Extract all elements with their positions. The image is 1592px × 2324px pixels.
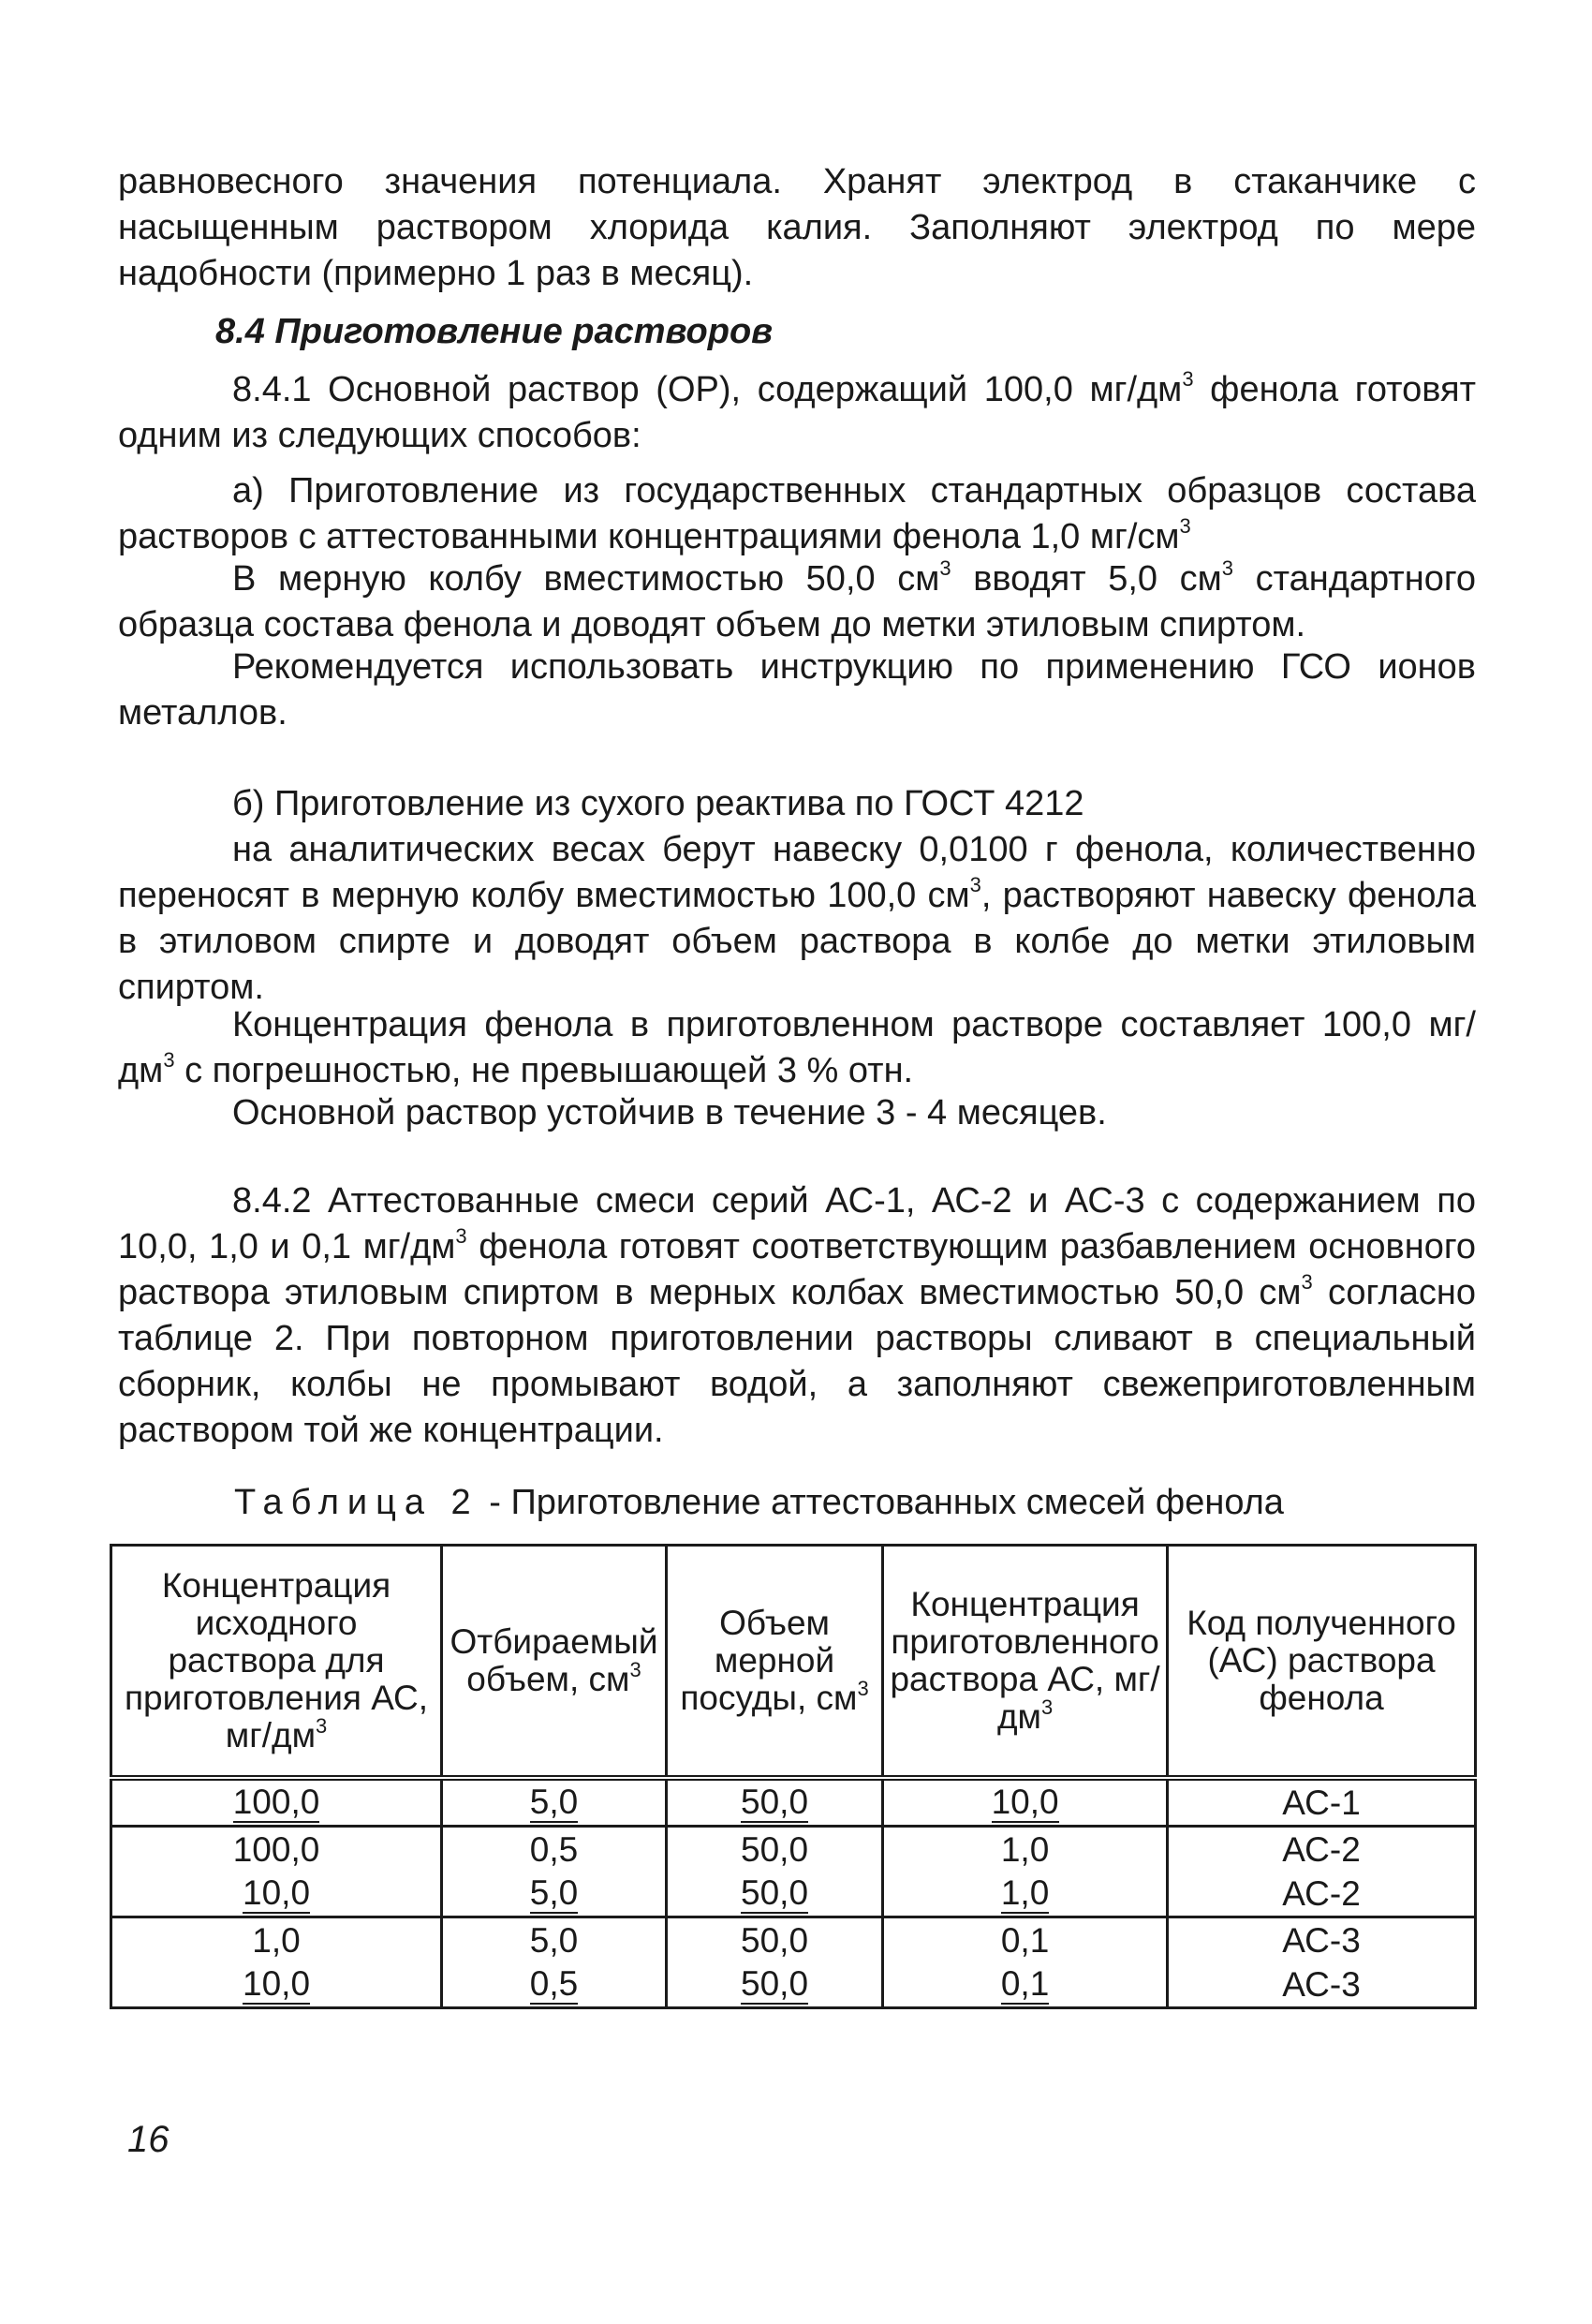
section-heading-block [118,309,1476,355]
paragraph-b-2 [118,827,1476,1011]
table-cell: 10,0 [883,1778,1168,1827]
pb-text: б) Приготовление из сухого реактива по ГОСТ 4212 [232,784,1084,823]
intro-paragraph [118,159,1476,297]
table-row [111,1778,1476,1827]
table-header-cell: Концентрация исходного раствора для приготовления АС, $мг/дм^3$ [111,1546,442,1779]
table-cell: 50,0 [667,1778,883,1827]
table-cell: АС-1 [1168,1778,1476,1827]
pb3-text-1: Концентрация фенола в приготовленном растворе составляет 100,0 мг/дм [118,1005,1476,1090]
p842-text-3: согласно таблице 2. При повторном приготовлении растворы сливают в специальный сборник, колбы не промывают водой, а заполняют свежеприготовленным раствором той же концентрации. [118,1273,1476,1450]
pb2-text-1: на аналитических весах берут навеску 0,0100 г фенола, количественно переносят в мерную колбу вместимостью 100,0 см [118,830,1476,915]
paragraph-b-4 [118,1090,1476,1136]
data-table [110,1544,1477,2009]
superscript: 3 [1179,514,1191,539]
superscript: 3 [939,556,951,581]
table-cell: 5,0 [442,1778,667,1827]
table-caption [118,1480,1476,1526]
pa2-text-3: стандартного образца состава фенола и доводят объем до метки этиловым спиртом. [118,559,1476,644]
table-cell: 5,0 [442,1872,667,1917]
superscript: 3 [1182,367,1194,392]
table-cell: 1,0 [111,1917,442,1963]
p841-text-1: 8.4.1 Основной раствор (ОР), содержащий 100,0 мг/дм [232,370,1183,409]
paragraph-a [118,468,1476,560]
table-cell: 0,5 [442,1962,667,2008]
table-cell: АС-3 [1168,1962,1476,2008]
table-cell: 10,0 [111,1872,442,1917]
table-row [111,1827,1476,1873]
pa-text-1: а) Приготовление из государственных стандартных образцов состава растворов с аттестованными концентрациями фенола 1,0 мг/см [118,471,1476,556]
superscript: 3 [455,1224,467,1249]
table-caption-text: - Приготовление аттестованных смесей фенола [479,1483,1284,1522]
table-cell: АС-2 [1168,1827,1476,1873]
p842-text-2: фенола готовят соответствующим разбавлением основного раствора этиловым спиртом в мерных колбах вместимостью 50,0 см [118,1227,1476,1312]
intro-text: равновесного значения потенциала. Хранят электрод в стаканчике с насыщенным раствором хлорида калия. Заполняют электрод по мере надобности (примерно 1 раз в месяц). [118,162,1476,293]
pb2-text-2: , растворяют навеску фенола в этиловом спирте и доводят объем раствора в колбе до метки этиловым спиртом. [118,876,1476,1007]
table-header-cell: Концентрация приготовленного раствора АС, $мг/дм^3$ [883,1546,1168,1779]
table-cell: АС-2 [1168,1872,1476,1917]
table-header-cell: Код полученного (АС) раствора фенола [1168,1546,1476,1779]
paragraph-b [118,781,1476,827]
paragraph-8-4-2 [118,1178,1476,1454]
superscript: 3 [1301,1270,1313,1295]
table-cell: 50,0 [667,1962,883,2008]
paragraph-a-3 [118,644,1476,736]
table-cell: 5,0 [442,1917,667,1963]
table-cell: 50,0 [667,1827,883,1873]
paragraph-8-4-1 [118,367,1476,459]
table-cell: 1,0 [883,1827,1168,1873]
pa2-text-2: вводят 5,0 см [951,559,1222,599]
paragraph-a-2 [118,556,1476,648]
page-number: 16 [127,2119,170,2160]
table-caption-label: Таблица 2 [234,1483,479,1522]
p842-text-1: 8.4.2 Аттестованные смеси серий АС-1, АС-2 и АС-3 с содержанием по 10,0, 1,0 и 0,1 мг/дм [118,1181,1476,1266]
table-cell: АС-3 [1168,1917,1476,1963]
p841-text-2: фенола готовят одним из следующих способов: [118,370,1476,455]
table-cell: 0,1 [883,1962,1168,2008]
superscript: 3 [969,873,981,897]
table-cell: 10,0 [111,1962,442,2008]
table-row [111,1962,1476,2008]
table-cell: 50,0 [667,1872,883,1917]
table-row [111,1917,1476,1963]
table-cell: 100,0 [111,1827,442,1873]
pb3-text-2: с погрешностью, не превышающей 3 % отн. [174,1051,914,1090]
table-cell: 0,5 [442,1827,667,1873]
table-header-row [111,1546,1476,1779]
table-cell: 100,0 [111,1778,442,1827]
table-cell: 1,0 [883,1872,1168,1917]
pb4-text: Основной раствор устойчив в течение 3 - 4 месяцев. [232,1093,1107,1132]
paragraph-b-3 [118,1002,1476,1094]
superscript: 3 [163,1048,175,1073]
table-row [111,1872,1476,1917]
table-header-cell: Объем мерной посуды, $см^3$ [667,1546,883,1779]
section-heading: 8.4 Приготовление растворов [215,312,774,351]
table-cell: 0,1 [883,1917,1168,1963]
superscript: 3 [1221,556,1233,581]
table-header-cell: Отбираемый объем, $см^3$ [442,1546,667,1779]
table-cell: 50,0 [667,1917,883,1963]
pa3-text: Рекомендуется использовать инструкцию по применению ГСО ионов металлов. [118,647,1476,733]
pa2-text-1: В мерную колбу вместимостью 50,0 см [232,559,940,599]
